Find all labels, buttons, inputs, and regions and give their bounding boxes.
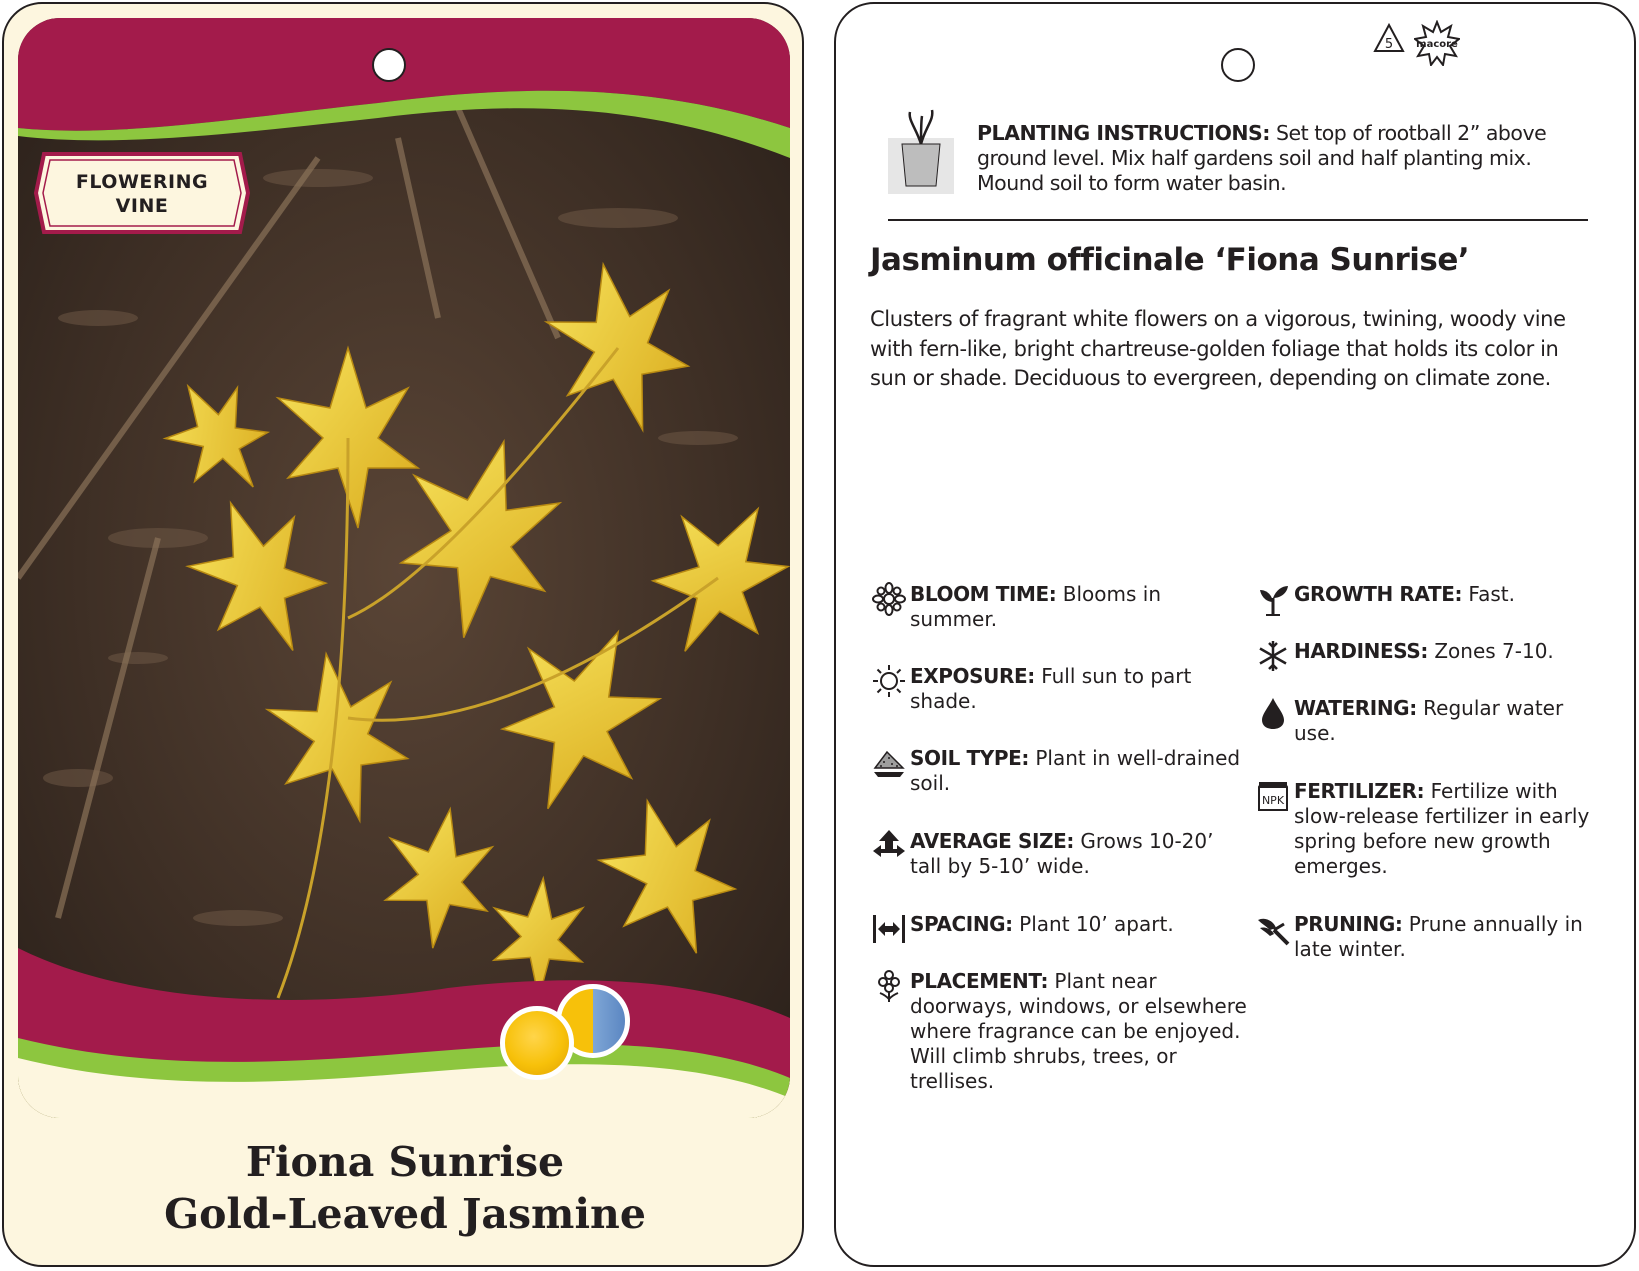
divider (888, 219, 1588, 221)
sprout-icon (1256, 582, 1290, 616)
attr-bloom-time: BLOOM TIME: Blooms in summer. (910, 582, 1250, 632)
flower-icon (872, 582, 906, 616)
attr-growth-rate: GROWTH RATE: Fast. (1294, 582, 1604, 607)
macore-logo (1414, 20, 1460, 66)
height-arrows-icon (872, 829, 906, 863)
attr-watering: WATERING: Regular water use. (1294, 696, 1604, 746)
attr-spacing: SPACING: Plant 10’ apart. (910, 912, 1250, 937)
spacing-arrows-icon (872, 912, 906, 946)
hang-hole (372, 48, 406, 82)
attr-soil-type: SOIL TYPE: Plant in well-drained soil. (910, 746, 1250, 796)
snowflake-icon (1256, 639, 1290, 673)
planting-instructions: PLANTING INSTRUCTIONS: Set top of rootball 2” above ground level. Mix half gardens soil and half planting mix. Mound soil to form water basin. (977, 121, 1547, 195)
placement-icon (872, 969, 906, 1003)
hang-hole (1221, 48, 1255, 82)
common-name: Fiona Sunrise Gold-Leaved Jasmine (164, 1138, 646, 1238)
attr-fertilizer: NPK FERTILIZER: Fertilize with slow-release fertilizer in early spring before new growth emerges. (1294, 779, 1604, 879)
svg-text:5: 5 (1384, 37, 1394, 52)
water-drop-icon (1256, 696, 1290, 730)
full-sun-icon (500, 1006, 574, 1080)
attr-hardiness: HARDINESS: Zones 7-10. (1294, 639, 1604, 664)
svg-text:NPK: NPK (1261, 794, 1285, 807)
category-label: FLOWERING VINE (75, 171, 209, 217)
front-tag (2, 2, 804, 1267)
attr-placement: PLACEMENT: Plant near doorways, windows, or elsewhere where fragrance can be enjoyed. Will climb shrubs, trees, or trellises. (910, 969, 1250, 1094)
potted-plant-icon (886, 108, 956, 196)
description: Clusters of fragrant white flowers on a vigorous, twining, woody vine with fern-like, bright chartreuse-golden foliage that holds its color in sun or shade. Deciduous to evergreen, depending on climate zone. (870, 307, 1566, 390)
botanical-name: Jasminum officinale ‘Fiona Sunrise’ (870, 242, 1470, 278)
npk-icon (1256, 779, 1290, 813)
sun-outline-icon (872, 664, 906, 698)
attr-exposure: EXPOSURE: Full sun to part shade. (910, 664, 1250, 714)
soil-icon (872, 746, 906, 780)
back-tag (834, 2, 1636, 1267)
attr-pruning: PRUNING: Prune annually in late winter. (1294, 912, 1604, 962)
attr-average-size: AVERAGE SIZE: Grows 10-20’ tall by 5-10’ wide. (910, 829, 1250, 879)
pruners-icon (1256, 912, 1290, 946)
svg-text:macore: macore (1416, 39, 1458, 50)
recycle-icon (1372, 22, 1406, 56)
